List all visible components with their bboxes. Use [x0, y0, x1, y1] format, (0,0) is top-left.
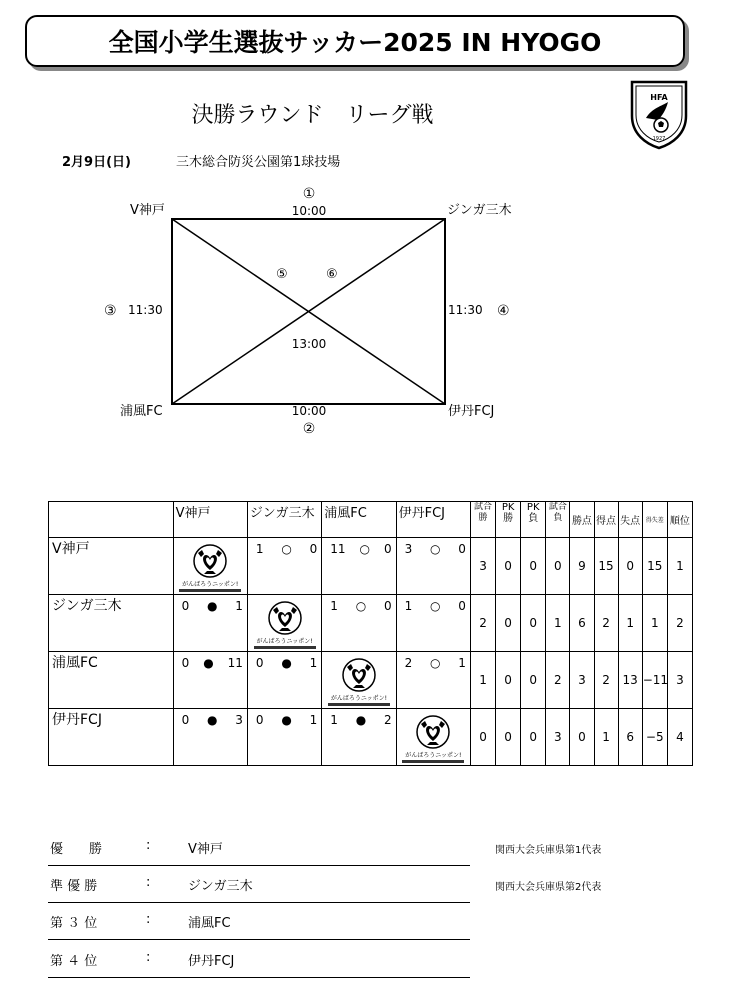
caption-bar	[328, 703, 390, 706]
match-1-time: 10:00	[291, 204, 327, 218]
header-goal-diff: 得失差	[642, 502, 667, 538]
divider-line	[48, 902, 470, 903]
match-3-time: 11:30	[128, 303, 163, 317]
score-opponent: 0	[309, 542, 318, 556]
match-5-6-time: 13:00	[291, 337, 327, 351]
match-3-number: ③	[104, 303, 117, 319]
standing-place: 第 ３ 位	[50, 916, 98, 931]
result-mark: ●	[281, 713, 292, 727]
result-mark: ○	[281, 542, 292, 556]
self-caption: がんばろうニッポン!	[182, 580, 239, 588]
match-result-cell	[247, 652, 321, 709]
stat-losses: 3	[546, 709, 570, 766]
header-wins-line1: 試合	[474, 502, 493, 512]
score-own: 1	[404, 599, 413, 613]
stat-wins: 2	[470, 595, 495, 652]
stat-pk-wins: 0	[496, 709, 521, 766]
table-header-row	[49, 502, 693, 538]
header-pkl-line1: PK	[526, 502, 540, 513]
divider-line	[48, 977, 470, 978]
soccer-ball-icon	[342, 658, 376, 692]
score-opponent: 1	[458, 656, 466, 670]
match-result-cell	[247, 709, 321, 766]
soccer-ball-icon	[193, 544, 227, 578]
self-match-cell	[247, 595, 321, 652]
standing-separator: :	[146, 838, 151, 853]
stat-pk-losses: 0	[521, 595, 546, 652]
row-team-name: 浦風FC	[49, 652, 174, 709]
match-result-cell	[396, 652, 470, 709]
stat-goal-diff: −11	[642, 652, 667, 709]
stat-goals-for: 2	[594, 595, 618, 652]
match-4-number: ④	[497, 303, 510, 319]
score-own: 0	[181, 656, 190, 670]
corner-top-right: ジンガ三木	[447, 203, 512, 218]
standing-place: 第 ４ 位	[50, 954, 98, 969]
match-result-cell	[247, 538, 321, 595]
stat-rank: 3	[667, 652, 692, 709]
venue: 三木総合防災公園第1球技場	[176, 155, 341, 170]
score-own: 11	[330, 542, 346, 556]
stat-goal-diff: 15	[642, 538, 667, 595]
table-row	[49, 595, 693, 652]
stat-goals-for: 15	[594, 538, 618, 595]
caption-bar	[179, 589, 241, 592]
soccer-ball-icon	[416, 715, 450, 749]
result-mark: ○	[359, 542, 370, 556]
divider-line	[48, 865, 470, 866]
score-opponent: 3	[235, 713, 243, 727]
self-match-cell	[396, 709, 470, 766]
score-opponent: 1	[309, 656, 318, 670]
standing-separator: :	[146, 912, 151, 927]
match-2-number: ②	[302, 421, 316, 437]
stat-points: 3	[570, 652, 594, 709]
standing-team: 浦風FC	[188, 916, 231, 931]
stat-points: 0	[570, 709, 594, 766]
match-6-number: ⑥	[326, 267, 338, 282]
result-mark: ○	[430, 599, 441, 613]
row-team-name: ジンガ三木	[49, 595, 174, 652]
result-mark: ●	[203, 656, 214, 670]
score-own: 0	[181, 713, 190, 727]
stat-pk-wins: 0	[496, 538, 521, 595]
stat-losses: 1	[546, 595, 570, 652]
stat-goals-against: 0	[618, 538, 642, 595]
header-team: V神戸	[173, 502, 247, 538]
row-team-name: V神戸	[49, 538, 174, 595]
match-2-time: 10:00	[291, 404, 327, 418]
result-mark: ●	[355, 713, 367, 727]
match-result-cell	[173, 709, 247, 766]
table-row	[49, 652, 693, 709]
result-mark: ●	[281, 656, 292, 670]
corner-top-left: V神戸	[130, 203, 165, 218]
stat-goals-for: 1	[594, 709, 618, 766]
match-result-cell	[396, 538, 470, 595]
score-opponent: 11	[227, 656, 243, 670]
logo-year: 1927	[652, 136, 666, 142]
header-points: 勝点	[570, 502, 594, 538]
match-date: 2月9日(日)	[62, 155, 131, 170]
score-own: 1	[330, 713, 338, 727]
score-own: 0	[255, 656, 264, 670]
score-own: 0	[255, 713, 264, 727]
score-opponent: 0	[458, 599, 466, 613]
header-loss-line1: 試合	[548, 502, 567, 512]
stat-wins: 1	[470, 652, 495, 709]
stat-pk-losses: 0	[521, 652, 546, 709]
header-team: 伊丹FCJ	[396, 502, 470, 538]
header-goals-against: 失点	[618, 502, 642, 538]
header-wins	[470, 502, 495, 538]
score-opponent: 0	[383, 599, 392, 613]
standing-separator: :	[146, 875, 151, 890]
standing-place: 準 優 勝	[50, 879, 98, 894]
caption-bar	[402, 760, 464, 763]
stat-wins: 0	[470, 709, 495, 766]
stat-losses: 2	[546, 652, 570, 709]
header-losses	[546, 502, 570, 538]
logo-text: HFA	[650, 93, 668, 102]
match-result-cell	[322, 538, 396, 595]
header-pkw-line1: PK	[501, 502, 515, 513]
stat-rank: 2	[667, 595, 692, 652]
match-result-cell	[173, 652, 247, 709]
header-rank: 順位	[667, 502, 692, 538]
standing-note: 関西大会兵庫県第2代表	[495, 882, 602, 893]
stat-rank: 1	[667, 538, 692, 595]
score-opponent: 0	[458, 542, 466, 556]
stat-pk-wins: 0	[496, 595, 521, 652]
table-row	[49, 538, 693, 595]
score-opponent: 1	[309, 713, 318, 727]
result-mark: ○	[430, 656, 441, 670]
score-own: 1	[330, 599, 338, 613]
self-caption: がんばろうニッポン!	[256, 637, 313, 645]
match-5-number: ⑤	[276, 267, 288, 282]
row-team-name: 伊丹FCJ	[49, 709, 174, 766]
match-1-number: ①	[302, 186, 316, 202]
self-match-cell	[173, 538, 247, 595]
header-wins-line2: 勝	[478, 513, 488, 523]
header-corner	[49, 502, 174, 538]
standing-separator: :	[146, 950, 151, 965]
stat-goals-against: 6	[618, 709, 642, 766]
result-mark: ○	[430, 542, 441, 556]
match-result-cell	[322, 595, 396, 652]
round-subtitle: 決勝ラウンド リーグ戦	[191, 103, 434, 128]
self-caption: がんばろうニッポン!	[405, 751, 462, 759]
stat-points: 6	[570, 595, 594, 652]
score-opponent: 1	[235, 599, 243, 613]
self-match-cell	[322, 652, 396, 709]
stat-losses: 0	[546, 538, 570, 595]
score-opponent: 2	[383, 713, 392, 727]
caption-bar	[254, 646, 316, 649]
result-mark: ●	[207, 713, 218, 727]
standing-team: V神戸	[188, 842, 223, 857]
header-loss-line2: 負	[553, 513, 563, 523]
header-pk-wins	[496, 502, 521, 538]
league-table	[48, 501, 693, 766]
standing-place: 優 勝	[50, 842, 103, 857]
score-opponent: 0	[383, 542, 392, 556]
stat-pk-wins: 0	[496, 652, 521, 709]
stat-wins: 3	[470, 538, 495, 595]
score-own: 0	[181, 599, 190, 613]
standing-team: ジンガ三木	[188, 879, 253, 894]
standing-team: 伊丹FCJ	[188, 954, 235, 969]
soccer-ball-icon	[268, 601, 302, 635]
corner-bottom-left: 浦風FC	[120, 404, 163, 419]
self-caption: がんばろうニッポン!	[330, 694, 388, 702]
stat-points: 9	[570, 538, 594, 595]
stat-goal-diff: −5	[642, 709, 667, 766]
standing-note: 関西大会兵庫県第1代表	[495, 845, 602, 856]
header-pkw-line2: 勝	[503, 513, 514, 524]
score-own: 2	[404, 656, 413, 670]
stat-goal-diff: 1	[642, 595, 667, 652]
stat-rank: 4	[667, 709, 692, 766]
header-team: ジンガ三木	[247, 502, 321, 538]
stat-goals-for: 2	[594, 652, 618, 709]
table-row	[49, 709, 693, 766]
match-result-cell	[396, 595, 470, 652]
score-own: 1	[255, 542, 264, 556]
stat-goals-against: 1	[618, 595, 642, 652]
corner-bottom-right: 伊丹FCJ	[448, 404, 495, 419]
result-mark: ●	[207, 599, 218, 613]
match-result-cell	[322, 709, 396, 766]
header-pk-losses	[521, 502, 546, 538]
divider-line	[48, 939, 470, 940]
match-4-time: 11:30	[448, 303, 483, 317]
stat-pk-losses: 0	[521, 709, 546, 766]
header-pkl-line2: 負	[528, 513, 539, 524]
stat-goals-against: 13	[618, 652, 642, 709]
match-diagram	[0, 0, 745, 480]
header-goals-for: 得点	[594, 502, 618, 538]
score-own: 3	[404, 542, 413, 556]
tournament-title: 全国小学生選抜サッカー2025 IN HYOGO	[25, 15, 685, 67]
match-result-cell	[173, 595, 247, 652]
result-mark: ○	[355, 599, 367, 613]
header-team: 浦風FC	[322, 502, 396, 538]
stat-pk-losses: 0	[521, 538, 546, 595]
